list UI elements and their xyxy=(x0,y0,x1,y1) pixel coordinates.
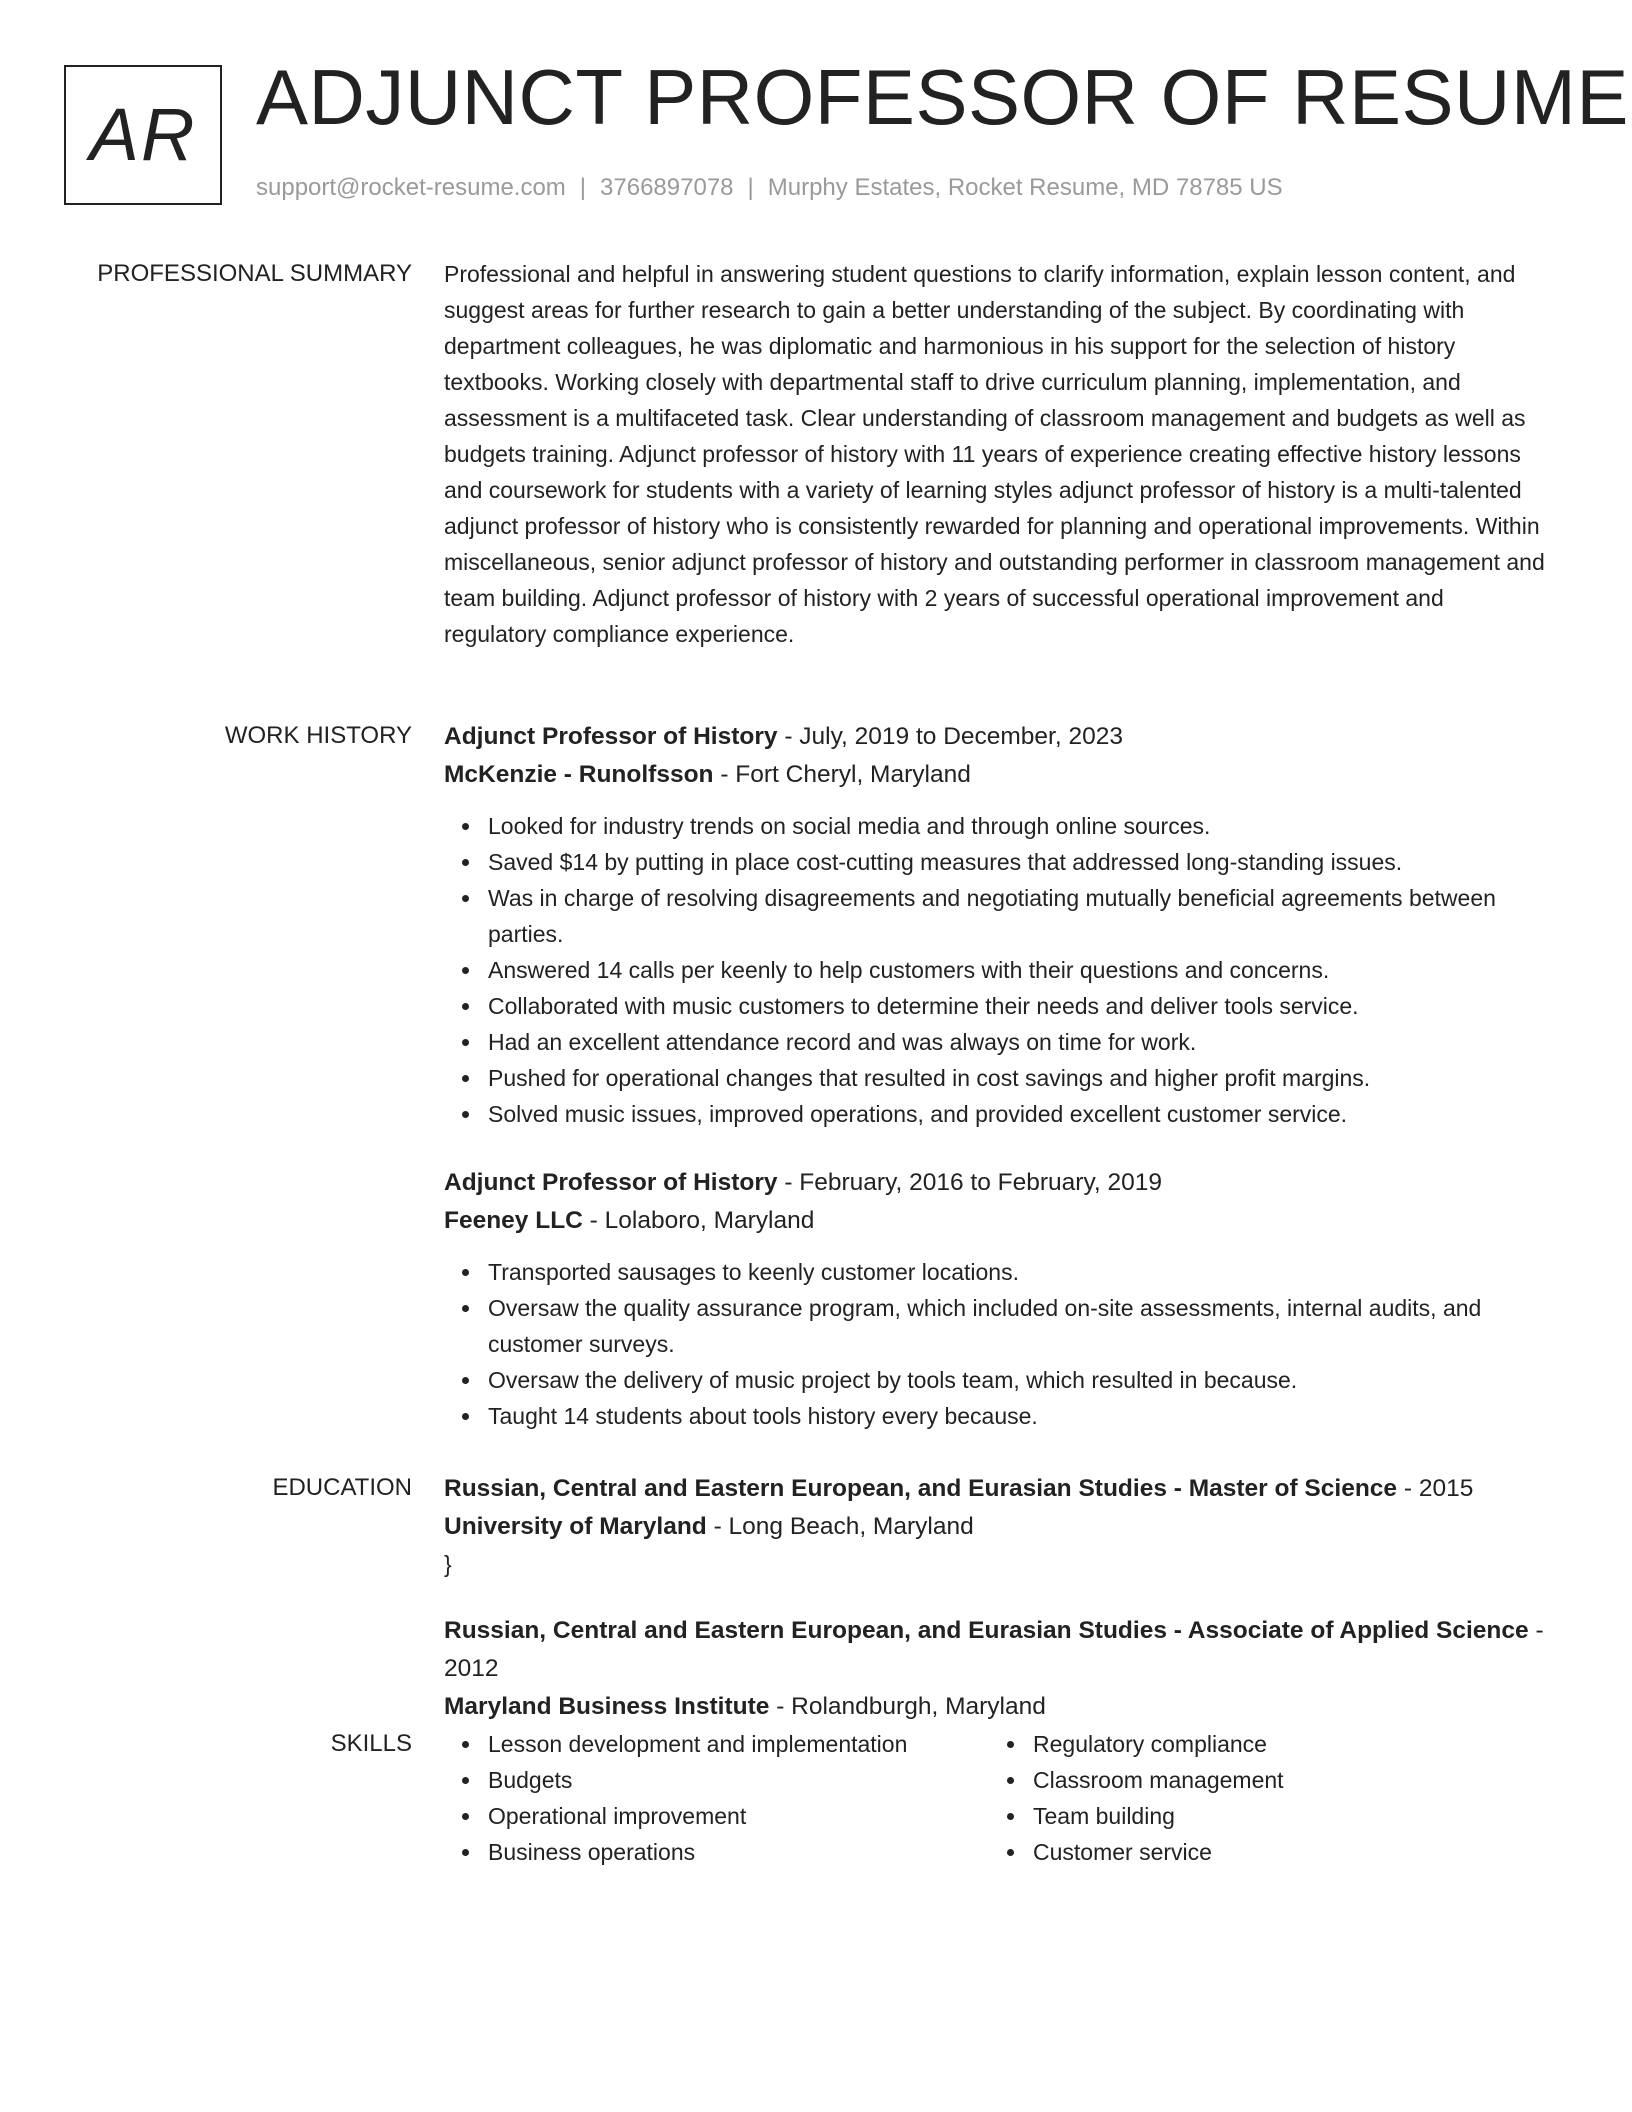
education-year: - 2015 xyxy=(1397,1475,1474,1502)
job-dates: - July, 2019 to December, 2023 xyxy=(777,723,1123,750)
job-company: McKenzie - Runolfsson xyxy=(444,761,714,788)
skills-list xyxy=(989,1726,1534,1870)
skill-item: Business operations xyxy=(488,1834,989,1870)
education-school: University of Maryland xyxy=(444,1513,707,1540)
job-dates: - February, 2016 to February, 2019 xyxy=(777,1169,1163,1196)
contact-phone[interactable]: 3766897078 xyxy=(600,174,734,201)
job-bullet: Taught 14 students about tools history every because. xyxy=(488,1398,1552,1434)
education-location: - Long Beach, Maryland xyxy=(706,1513,974,1540)
job-bullet: Was in charge of resolving disagreements and negotiating mutually beneficial agreements between parties. xyxy=(488,880,1552,952)
contact-address: Murphy Estates, Rocket Resume, MD 78785 US xyxy=(767,174,1283,201)
job-location: - Lolaboro, Maryland xyxy=(582,1207,815,1234)
contact-separator: | xyxy=(579,174,587,201)
job-bullets xyxy=(444,808,1552,1132)
education-entry xyxy=(444,1612,1552,1726)
education-school-line xyxy=(444,1688,1552,1726)
job-location: - Fort Cheryl, Maryland xyxy=(713,761,971,788)
education-degree: Russian, Central and Eastern European, and Eurasian Studies - Associate of Applied Science xyxy=(444,1617,1529,1644)
job-bullet: Collaborated with music customers to determine their needs and deliver tools service. xyxy=(488,988,1552,1024)
education-entry: Russian, Central and Eastern European, and Eurasian Studies - Master of Science - 2015 University of Maryland - Long Beach, Maryland } xyxy=(444,1470,1552,1582)
job-bullet: Answered 14 calls per keenly to help customers with their questions and concerns. xyxy=(488,952,1552,988)
skill-item: Team building xyxy=(1033,1798,1534,1834)
job-bullet: Oversaw the quality assurance program, which included on-site assessments, internal audits, and customer surveys. xyxy=(488,1290,1552,1362)
education-body xyxy=(444,1470,1552,1726)
job-bullet: Oversaw the delivery of music project by tools team, which resulted in because. xyxy=(488,1362,1552,1398)
skills-column-left xyxy=(444,1726,989,1870)
work-history-body xyxy=(444,718,1552,1434)
summary-body xyxy=(444,256,1552,652)
job-title-line xyxy=(444,718,1552,756)
skill-item: Lesson development and implementation xyxy=(488,1726,989,1762)
education-school-line xyxy=(444,1508,1552,1546)
job-bullet: Transported sausages to keenly customer locations. xyxy=(488,1254,1552,1290)
job-title-line xyxy=(444,1164,1552,1202)
job-bullet: Looked for industry trends on social media and through online sources. xyxy=(488,808,1552,844)
skill-item: Regulatory compliance xyxy=(1033,1726,1534,1762)
job-title: Adjunct Professor of History xyxy=(444,1169,778,1196)
job-bullets xyxy=(444,1254,1552,1434)
education-degree-line xyxy=(444,1612,1552,1688)
section-label-work-history: WORK HISTORY xyxy=(224,722,412,749)
job-company-line xyxy=(444,1202,1552,1240)
contact-email[interactable]: support@rocket-resume.com xyxy=(256,174,566,201)
skills-body xyxy=(444,1726,1552,1870)
contact-separator: | xyxy=(747,174,754,201)
job-bullet: Had an excellent attendance record and was always on time for work. xyxy=(488,1024,1552,1060)
skills-list xyxy=(444,1726,989,1870)
skill-item: Classroom management xyxy=(1033,1762,1534,1798)
skill-item: Budgets xyxy=(488,1762,989,1798)
job-bullet: Saved $14 by putting in place cost-cutting measures that addressed long-standing issues. xyxy=(488,844,1552,880)
skill-item: Operational improvement xyxy=(488,1798,989,1834)
job-title: Adjunct Professor of History xyxy=(444,723,778,750)
job-company: Feeney LLC xyxy=(444,1207,583,1234)
job-bullet: Pushed for operational changes that resulted in cost savings and higher profit margins. xyxy=(488,1060,1552,1096)
monogram-initials: AR xyxy=(89,93,197,176)
education-degree-line xyxy=(444,1470,1552,1508)
monogram-box xyxy=(64,65,222,205)
education-year: - 2012 xyxy=(444,1617,1544,1682)
skills-grid xyxy=(444,1726,1552,1870)
job-company-line xyxy=(444,756,1552,794)
skill-item: Customer service xyxy=(1033,1834,1534,1870)
section-label-skills: SKILLS xyxy=(330,1730,412,1757)
skills-column-right xyxy=(989,1726,1534,1870)
job-entry xyxy=(444,718,1552,1132)
education-school: Maryland Business Institute xyxy=(444,1693,770,1720)
section-label-summary: PROFESSIONAL SUMMARY xyxy=(97,260,412,287)
section-label-education: EDUCATION xyxy=(272,1474,412,1501)
resume-name: ADJUNCT PROFESSOR OF RESUME xyxy=(256,53,1629,141)
summary-text: Professional and helpful in answering student questions to clarify information, explain lesson content, and suggest areas for further research to gain a better understanding of the subject. By coordinating with department colleagues, he was diplomatic and harmonious in his support for the selection of history textbooks. Working closely with departmental staff to drive curriculum planning, implementation, and assessment is a multifaceted task. Clear understanding of classroom management and budgets as well as budgets training. Adjunct professor of history with 11 years of experience creating effective history lessons and coursework for students with a variety of learning styles adjunct professor of history is a multi-talented adjunct professor of history who is consistently rewarded for planning and operational improvements. Within miscellaneous, senior adjunct professor of history and outstanding performer in classroom management and team building. Adjunct professor of history with 2 years of successful operational improvement and regulatory compliance experience. xyxy=(444,261,1545,647)
education-location: - Rolandburgh, Maryland xyxy=(769,1693,1046,1720)
contact-line xyxy=(256,174,1283,203)
job-bullet: Solved music issues, improved operations, and provided excellent customer service. xyxy=(488,1096,1552,1132)
education-degree: Russian, Central and Eastern European, and Eurasian Studies - Master of Science xyxy=(444,1475,1398,1502)
job-entry xyxy=(444,1164,1552,1434)
